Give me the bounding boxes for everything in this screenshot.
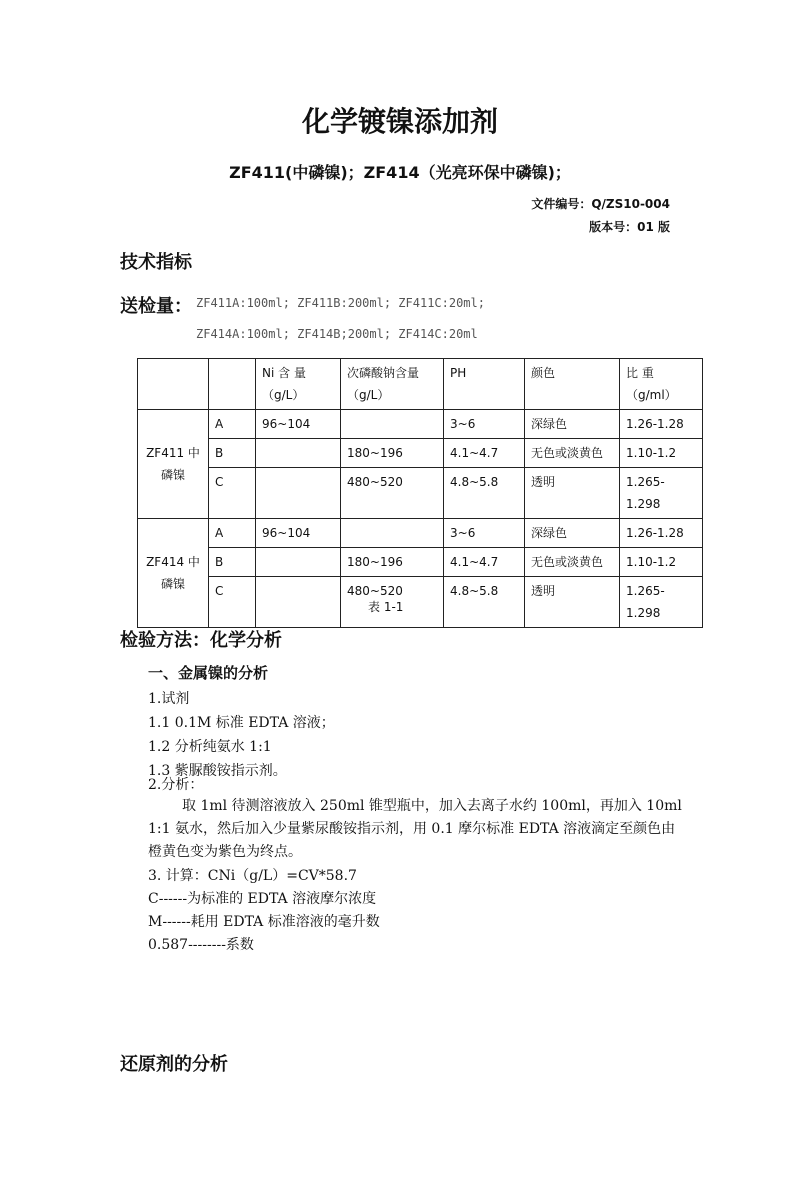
table-cell xyxy=(256,439,341,468)
header-cell: 颜色 xyxy=(525,359,620,410)
table-cell xyxy=(341,410,444,439)
sample-label: 送检量： xyxy=(120,296,192,317)
table-cell: 深绿色 xyxy=(525,519,620,548)
table-cell: 无色或淡黄色 xyxy=(525,439,620,468)
reagent-item: 1.3 紫脲酸铵指示剂。 xyxy=(148,763,287,779)
table-row xyxy=(138,519,703,548)
table-row xyxy=(138,439,703,468)
table-cell: 4.1~4.7 xyxy=(444,548,525,577)
header-cell: Ni 含 量（g/L） xyxy=(256,359,341,410)
section-reductant-heading: 还原剂的分析 xyxy=(120,1054,228,1075)
page-subtitle: ZF411(中磷镍)；ZF414（光亮环保中磷镍)； xyxy=(229,163,571,182)
table-cell: 无色或淡黄色 xyxy=(525,548,620,577)
table-cell: 180~196 xyxy=(341,548,444,577)
section-tech-heading: 技术指标 xyxy=(120,252,192,273)
nickel-analysis-heading: 一、金属镍的分析 xyxy=(148,664,269,682)
table-cell: 96~104 xyxy=(256,519,341,548)
reagent-item: 1.1 0.1M 标准 EDTA 溶液； xyxy=(148,715,335,731)
table-header-row xyxy=(138,359,703,410)
table-cell: 480~520 xyxy=(341,577,444,628)
table-cell: B xyxy=(209,548,256,577)
header-cell: PH xyxy=(444,359,525,410)
table-cell xyxy=(256,577,341,628)
table-row xyxy=(138,548,703,577)
analysis-paragraph: 取 1ml 待测溶液放入 250ml 锥型瓶中，加入去离子水约 100ml，再加入 10ml 1:1 氨水，然后加入少量紫尿酸铵指示剂，用 0.1 摩尔标准 EDTA 溶液滴定至颜色由橙黄色变为紫色为终点。 xyxy=(148,798,682,860)
group-name: ZF414 中磷镍 xyxy=(138,519,209,628)
table-cell: 1.10-1.2 xyxy=(620,439,703,468)
table-row xyxy=(138,468,703,519)
table-row xyxy=(138,577,703,628)
table-cell xyxy=(256,468,341,519)
table-cell: C xyxy=(209,468,256,519)
table-cell: 3~6 xyxy=(444,410,525,439)
table-cell xyxy=(256,548,341,577)
reagent-title: 1.试剂 xyxy=(148,691,190,707)
table-cell: 1.265-1.298 xyxy=(620,577,703,628)
version-number: 版本号：01 版 xyxy=(589,220,670,234)
definition-item: M------耗用 EDTA 标准溶液的毫升数 xyxy=(148,914,380,930)
table-cell: 1.10-1.2 xyxy=(620,548,703,577)
header-cell: 比 重（g/ml） xyxy=(620,359,703,410)
sample-line-1: ZF411A:100ml; ZF411B:200ml; ZF411C:20ml; xyxy=(196,296,485,310)
section-method-heading: 检验方法：化学分析 xyxy=(120,630,282,651)
reagent-item: 1.2 分析纯氨水 1:1 xyxy=(148,739,272,755)
header-cell xyxy=(138,359,209,410)
table-cell xyxy=(341,519,444,548)
table-cell: A xyxy=(209,519,256,548)
analysis-title: 2.分析： xyxy=(148,777,204,793)
table-cell: B xyxy=(209,439,256,468)
table-cell: 3~6 xyxy=(444,519,525,548)
table-cell: 1.26-1.28 xyxy=(620,410,703,439)
spec-table xyxy=(137,358,703,628)
table-cell: 透明 xyxy=(525,577,620,628)
table-cell: 96~104 xyxy=(256,410,341,439)
group-name: ZF411 中磷镍 xyxy=(138,410,209,519)
table-cell: 1.26-1.28 xyxy=(620,519,703,548)
table-cell: A xyxy=(209,410,256,439)
table-cell: 4.1~4.7 xyxy=(444,439,525,468)
page-title: 化学镀镍添加剂 xyxy=(301,105,498,138)
table-caption: 表 1-1 xyxy=(368,600,404,614)
table-row xyxy=(138,410,703,439)
table-cell: 180~196 xyxy=(341,439,444,468)
table-cell: C xyxy=(209,577,256,628)
header-cell xyxy=(209,359,256,410)
definition-item: C------为标准的 EDTA 溶液摩尔浓度 xyxy=(148,891,377,907)
doc-number: 文件编号：Q/ZS10-004 xyxy=(531,197,670,211)
table-cell: 透明 xyxy=(525,468,620,519)
definition-item: 0.587--------系数 xyxy=(148,937,254,953)
calc-formula: 3. 计算：CNi（g/L）=CV*58.7 xyxy=(148,868,357,884)
table-cell: 深绿色 xyxy=(525,410,620,439)
sample-line-2: ZF414A:100ml; ZF414B;200ml; ZF414C:20ml xyxy=(196,327,478,341)
table-cell: 480~520 xyxy=(341,468,444,519)
table-cell: 4.8~5.8 xyxy=(444,468,525,519)
table-cell: 1.265-1.298 xyxy=(620,468,703,519)
table-cell: 4.8~5.8 xyxy=(444,577,525,628)
header-cell: 次磷酸钠含量（g/L） xyxy=(341,359,444,410)
